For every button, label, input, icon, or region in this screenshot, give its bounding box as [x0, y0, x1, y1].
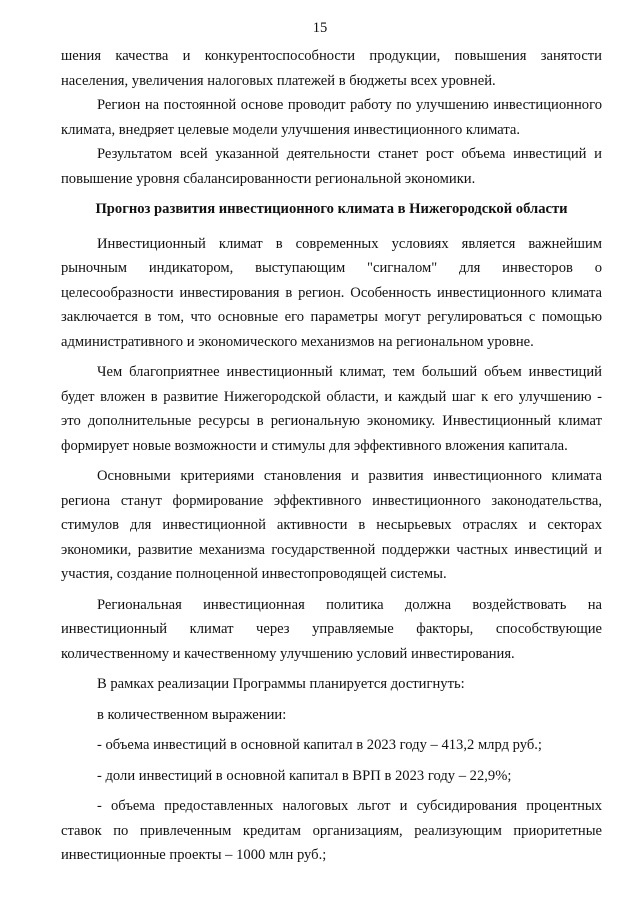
paragraph: Основными критериями становления и развития инвестиционного климата региона станут формирование эффективного инвестиционного законодательства, стимулов для инвестиционной активности в несырьевых отраслях и секторах экономики, развитие механизма государственной поддержки частных инвестиций и участия, создание полноценной инвестопроводящей системы. — [61, 468, 602, 582]
paragraph: Региональная инвестиционная политика должна воздействовать на инвестиционный климат через управляемые факторы, способствующие количественному и качественному улучшению условий инвестирования. — [61, 596, 602, 662]
list-item: - объема инвестиций в основной капитал в 2023 году – 413,2 млрд руб.; — [97, 737, 542, 753]
paragraph: Чем благоприятнее инвестиционный климат, тем больший объем инвестиций будет вложен в развитие Нижегородской области, и каждый шаг к его улучшению - это дополнительные ресурсы в региональную экономику. Инвестиционный климат формирует новые возможности и стимулы для эффективного вложения капитала. — [61, 364, 602, 454]
paragraph-continuation: шения качества и конкурентоспособности продукции, повышения занятости населения, увеличения налоговых платежей в бюджеты всех уровней. — [61, 48, 602, 89]
paragraph: Инвестиционный климат в современных условиях является важнейшим рыночным индикатором, выступающим "сигналом" для инвесторов о целесообразности инвестирования в регион. Особенность инвестиционного климата заключается в том, что основные его параметры могут регулироваться с помощью административного и экономического механизмов на региональном уровне. — [61, 235, 602, 350]
paragraph: Результатом всей указанной деятельности станет рост объема инвестиций и повышение уровня сбалансированности региональной экономики. — [61, 146, 602, 187]
list-item: - доли инвестиций в основной капитал в ВРП в 2023 году – 22,9%; — [97, 767, 512, 784]
section-heading: Прогноз развития инвестиционного климата в Нижегородской области — [95, 201, 568, 217]
paragraph: В рамках реализации Программы планируется достигнуть: — [97, 676, 465, 692]
page-number: 15 — [312, 20, 328, 36]
paragraph: в количественном выражении: — [97, 706, 287, 723]
document-body — [61, 44, 602, 868]
list-item: - объема предоставленных налоговых льгот и субсидирования процентных ставок по привлеченным кредитам организациям, реализующим приоритетные инвестиционные проекты – 1000 млн руб.; — [61, 798, 602, 863]
paragraph: Регион на постоянной основе проводит работу по улучшению инвестиционного климата, внедряет целевые модели улучшения инвестиционного климата. — [61, 97, 602, 138]
